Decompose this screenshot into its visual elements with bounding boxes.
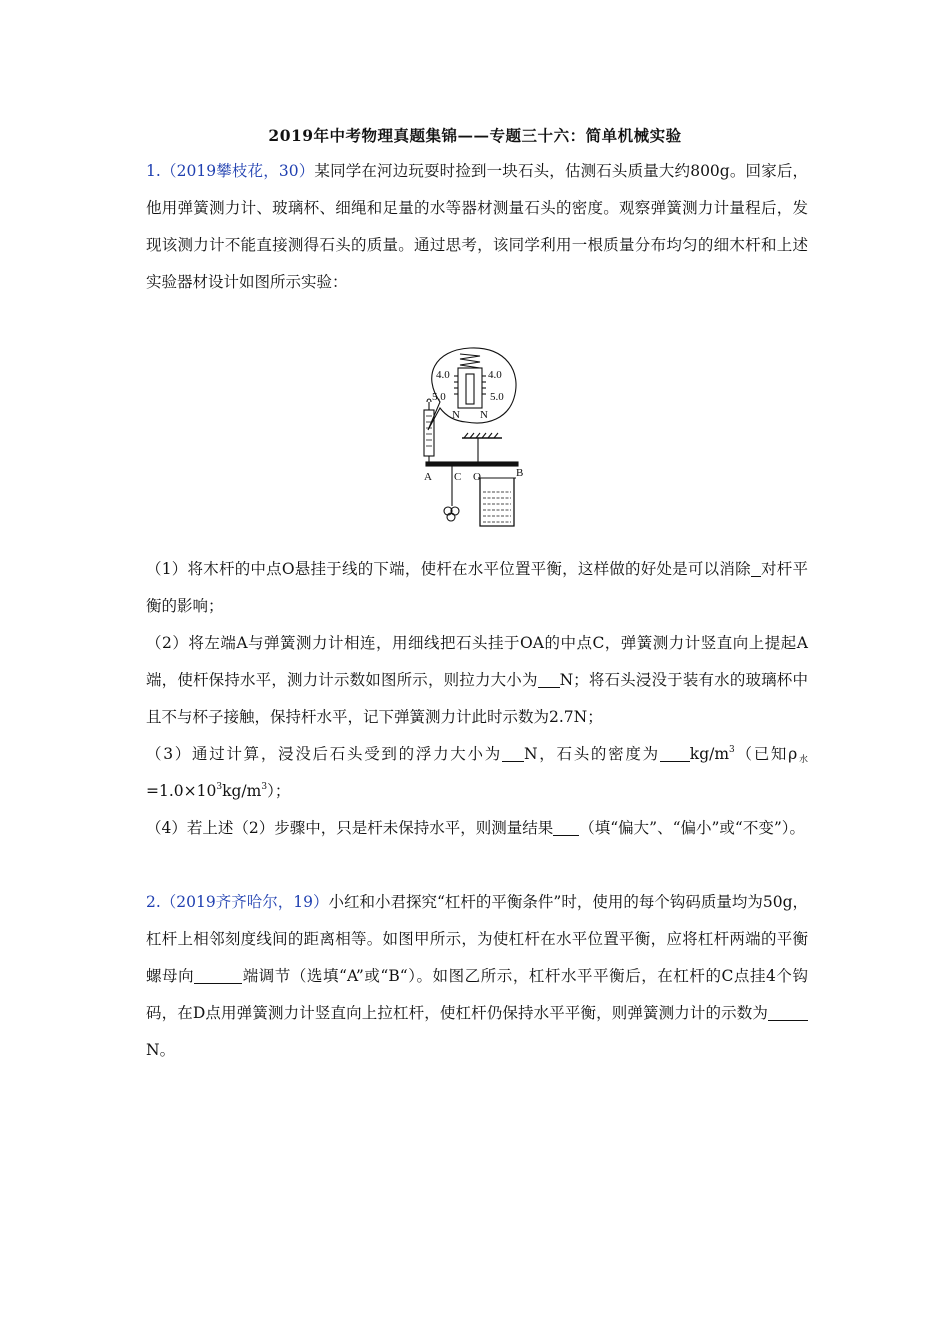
q2-number: 2. <box>146 893 161 911</box>
point-o-label: O <box>473 471 481 483</box>
point-c-label: C <box>454 471 462 483</box>
point-a-label: A <box>424 471 432 483</box>
scale-label-left-bottom: 5.0 <box>432 391 446 403</box>
q1-part3: （3）通过计算，浸没后石头受到的浮力大小为 N，石头的密度为 $kg/m^3$（已知$\rho_水=1.0\times 10^3kg/m^3$）； <box>146 745 808 800</box>
answer-blank[interactable] <box>194 968 242 985</box>
q1-part4: （4）若上述（2）步骤中，只是杆未保持水平，则测量结果 （填“偏大”、“偏小”或“不变”）。 <box>146 819 806 837</box>
scale-label-right-bottom: 5.0 <box>490 391 504 403</box>
spring-scale <box>424 410 434 456</box>
q1-intro <box>146 153 808 301</box>
page-title: 2019年中考物理真题集锦——专题三十六：简单机械实验 <box>268 126 682 145</box>
q1-part2: （2）将左端A与弹簧测力计相连，用细线把石头挂于OA的中点C，弹簧测力计竖直向上提起A端，使杆保持水平，测力计示数如图所示，则拉力大小为 N；将石头浸没于装有水的玻璃杯中且不与杯子接触，保持杆水平，记下弹簧测力计此时示数为2.7N； <box>146 634 808 726</box>
answer-blank[interactable] <box>538 672 560 689</box>
q1-intro-text: 某同学在河边玩耍时捡到一块石头，估测石头质量大约800g。回家后，他用弹簧测力计、玻璃杯、细绳和足量的水等器材测量石头的密度。观察弹簧测力计量程后，发现该测力计不能直接测得石头的质量。通过思考，该同学利用一根质量分布均匀的细木杆和上述实验器材设计如图所示实验： <box>146 162 809 291</box>
lever-rod <box>426 462 518 466</box>
magnifier-bubble <box>428 348 516 430</box>
spring-coil <box>460 354 480 368</box>
point-b-label: B <box>516 467 524 479</box>
answer-blank[interactable] <box>660 746 690 763</box>
beaker <box>480 478 514 526</box>
q1-source: （2019攀枝花，30） <box>160 162 315 180</box>
q2: 2.（2019齐齐哈尔，19）小红和小君探究“杠杆的平衡条件”时，使用的每个钩码质量均为50g，杠杆上相邻刻度线间的距离相等。如图甲所示，为使杠杆在水平位置平衡，应将杠杆两端的平衡螺母向 端调节（选填“A”或“B“）。如图乙所示，杠杆水平平衡后，在杠杆的C点挂4个钩码，在D点用弹簧测力计竖直向上拉杠杆，使杠杆仍保持水平平衡，则弹簧测力计的示数为N。 <box>146 893 809 1059</box>
q1-part1: （1）将木杆的中点O悬挂于线的下端，使杆在水平位置平衡，这样做的好处是可以消除 对杆平衡的影响； <box>146 560 808 615</box>
answer-blank[interactable] <box>553 820 579 837</box>
lever-experiment-figure <box>418 346 530 532</box>
scale-unit-left: N <box>452 409 460 421</box>
answer-blank[interactable] <box>502 746 524 763</box>
scale-label-left-top: 4.0 <box>436 369 450 381</box>
scale-label-right-top: 4.0 <box>488 369 502 381</box>
scale-slot <box>466 374 474 404</box>
answer-blank[interactable] <box>768 1005 808 1022</box>
beaker-water <box>483 492 511 522</box>
scale-unit-right: N <box>480 409 488 421</box>
q1-number: 1. <box>146 162 161 180</box>
answer-blank[interactable] <box>751 561 761 578</box>
q2-source: （2019齐齐哈尔，19） <box>160 893 329 911</box>
